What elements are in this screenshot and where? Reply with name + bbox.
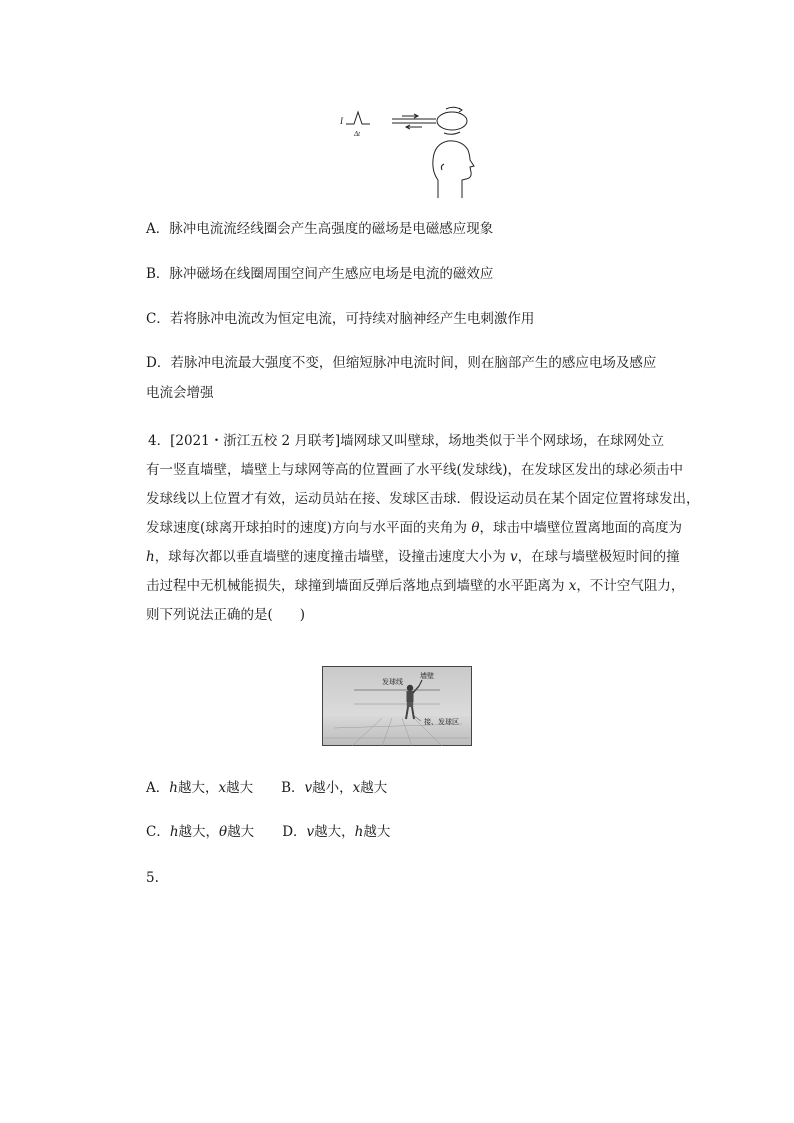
theta-symbol: θ	[471, 520, 480, 536]
coil-arrow-bottom	[444, 132, 460, 134]
q4-option-c-text2: 越大	[227, 824, 255, 840]
q4-line-4	[146, 514, 686, 543]
ear	[441, 164, 444, 170]
label-zone: 接、发球区	[424, 718, 459, 726]
h-symbol: h	[146, 549, 155, 565]
tms-figure	[336, 100, 496, 200]
q4-option-c-text1: 越大，	[178, 824, 220, 840]
q4-line-2: 有一竖直墙壁，墙壁上与球网等高的位置画了水平线(发球线)，在发球区发出的球必须击中	[146, 462, 684, 478]
q4-option-c-theta: θ	[219, 824, 228, 840]
q5-number: 5.	[146, 870, 159, 886]
label-delta-t: Δt	[354, 130, 361, 138]
q4-option-b-x: x	[352, 780, 361, 796]
q4-line-1: 4．[2021・浙江五校 2 月联考]墙网球又叫壁球，场地类似于半个网球场，在球网处立	[148, 433, 665, 449]
q4-option-c-h: h	[169, 824, 179, 840]
q4-option-b-prefix: B．	[281, 780, 305, 796]
q4-option-d-prefix: D．	[282, 824, 307, 840]
q4-line-6b: ，不计空气阻力，	[576, 578, 685, 594]
q3-option-c: C．若将脉冲电流改为恒定电流，可持续对脑神经产生电刺激作用	[146, 311, 535, 327]
coil-loop	[437, 112, 467, 130]
q4-option-a-h: h	[169, 780, 178, 796]
q4-option-d-text1: 越大，	[314, 824, 355, 840]
q4-line-3: 发球线以上位置才有效，运动员站在接、发球区击球．假设运动员在某个固定位置将球发出，	[146, 491, 700, 507]
q4-option-a-text2: 越大	[226, 780, 254, 796]
q4-option-c-prefix: C．	[146, 824, 170, 840]
q4-line-6	[146, 572, 686, 601]
label-I: I	[340, 116, 343, 126]
q4-option-d-v: v	[306, 824, 315, 840]
label-serve-line: 发球线	[382, 678, 403, 686]
q3-option-d-line1: D．若脉冲电流最大强度不变，但缩短脉冲电流时间，则在脑部产生的感应电场及感应	[146, 355, 657, 371]
q4-line-7: 则下列说法正确的是( )	[146, 607, 306, 623]
q4-option-d-h: h	[354, 824, 364, 840]
label-wall: 墙壁	[420, 672, 434, 680]
q4-option-d-text2: 越大	[363, 824, 391, 840]
q4-option-a-prefix: A．	[146, 780, 170, 796]
q4-option-b-v: v	[304, 780, 313, 796]
q4-line-5a: ，球每次都以垂直墙壁的速度撞击墙壁，设撞击速度大小为	[154, 549, 510, 565]
squash-court-figure	[322, 666, 472, 746]
q4-line-5	[146, 543, 686, 572]
q4-option-a-text1: 越大，	[177, 780, 219, 796]
q3-option-a: A．脉冲电流流经线圈会产生高强度的磁场是电磁感应现象	[146, 221, 494, 237]
arrow-left	[406, 125, 422, 129]
q4-line-6a: 击过程中无机械能损失，球撞到墙面反弹后落地点到墙壁的水平距离为	[146, 578, 569, 594]
pulse-waveform	[346, 112, 370, 124]
q4-options-row-2	[146, 822, 390, 842]
x-symbol: x	[568, 578, 577, 594]
q4-option-a-x: x	[218, 780, 227, 796]
q4-line-4b: ，球击中墙壁位置离地面的高度为	[479, 520, 682, 536]
q3-option-d-line2: 电流会增强	[146, 385, 214, 401]
coil-arrow-top	[446, 107, 462, 112]
q4-option-b-text1: 越小，	[312, 780, 353, 796]
q4-line-4a: 发球速度(球离开球拍时的速度)方向与水平面的夹角为	[146, 520, 472, 536]
q4-option-b-text2: 越大	[360, 780, 388, 796]
v-symbol: v	[510, 549, 518, 565]
q3-option-b: B．脉冲磁场在线圈周围空间产生感应电场是电流的磁效应	[146, 266, 494, 282]
q4-stem	[146, 427, 700, 630]
q4-options-row-1	[146, 778, 387, 798]
q4-line-5b: ，在球与墙壁极短时间的撞	[517, 549, 680, 565]
head-outline	[433, 141, 474, 198]
arrow-right	[402, 114, 418, 118]
